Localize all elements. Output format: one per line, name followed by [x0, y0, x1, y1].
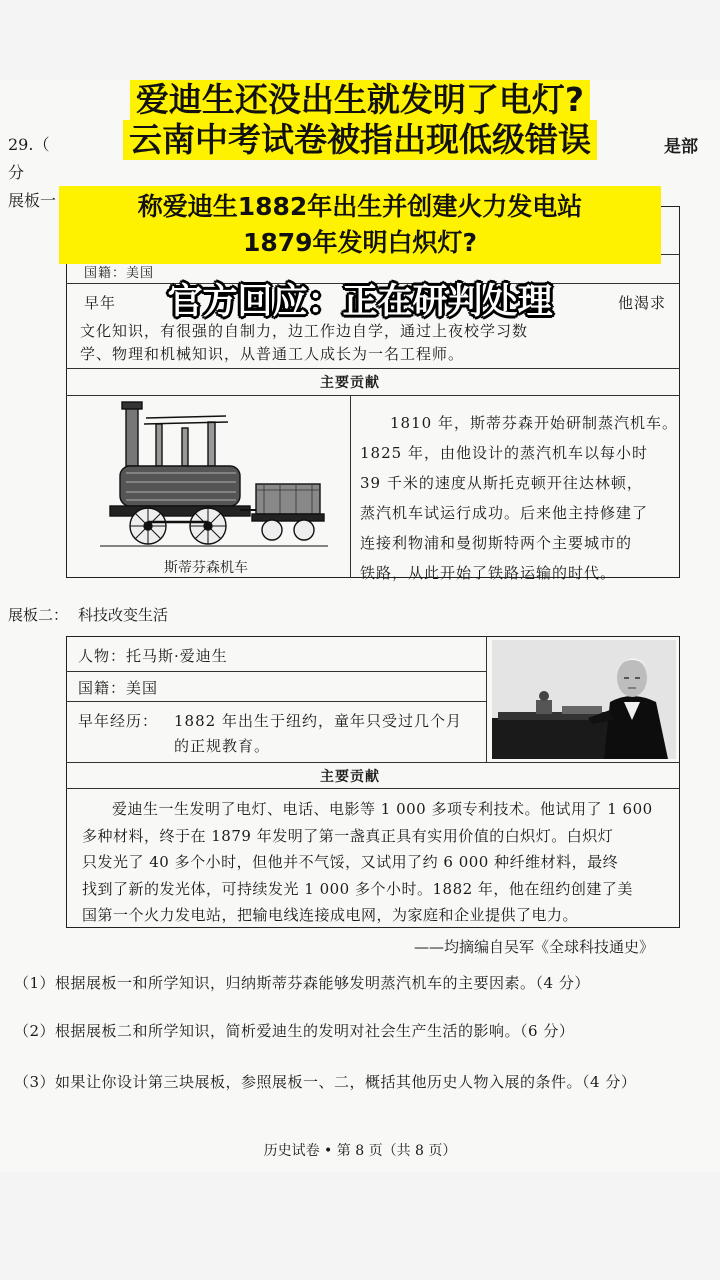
board1-early-line2: 文化知识，有很强的自制力，边工作边自学，通过上夜校学习数 [80, 322, 529, 340]
board1-label: 展板一 [8, 191, 57, 210]
bottom-background [0, 1172, 720, 1280]
board2-text-line: 只发光了 40 多个小时，但他并不气馁，又试用了约 6 000 种纤维材料，最终 [82, 853, 619, 871]
question-number: 29.（ [8, 135, 50, 154]
headline-line4: 1879年发明白炽灯? [242, 228, 478, 257]
board2-text-line: 多种材料，终于在 1879 年发明了第一盏真正具有实用价值的白炽灯。白炽灯 [82, 826, 614, 845]
headline-line2: 云南中考试卷被指出现低级错误 [123, 120, 597, 160]
board2-row-divider [66, 671, 486, 672]
board1-early-right: 他渴求 [618, 294, 667, 312]
board1-contribution-title: 主要贡献 [320, 375, 380, 391]
board1-text-line: 1810 年，斯蒂芬森开始研制蒸汽机车。 [390, 414, 678, 432]
question-1: （1）根据展板一和所学知识，归纳斯蒂芬森能够发明蒸汽机车的主要因素。（4 分） [14, 974, 590, 992]
question-2: （2）根据展板二和所学知识，简析爱迪生的发明对社会生产生活的影响。（6 分） [14, 1022, 575, 1040]
headline-line1: 爱迪生还没出生就发明了电灯? [130, 80, 590, 120]
board2-row-divider [66, 701, 486, 702]
board1-text-line: 铁路，从此开始了铁路运输的时代。 [360, 564, 617, 582]
board1-early-line3: 学、物理和机械知识，从普通工人成长为一名工程师。 [80, 345, 465, 363]
question-fragment-left: 分 [8, 163, 25, 182]
board1-text-line: 连接利物浦和曼彻斯特两个主要城市的 [360, 534, 633, 552]
board2-early-line1: 1882 年出生于纽约，童年只受过几个月 [174, 712, 462, 730]
board2-early-label: 早年经历： [78, 712, 159, 730]
board2-contribution-text [82, 796, 674, 929]
edison-photo [492, 640, 676, 759]
top-background [0, 0, 720, 80]
board1-text-line: 1825 年，由他设计的蒸汽机车以每小时 [360, 444, 648, 462]
headline-line3: 称爱迪生1882年出生并创建火力发电站 [137, 192, 583, 221]
board1-row-divider [66, 368, 680, 369]
board2-col-divider [486, 636, 487, 762]
board2-text-line: 爱迪生一生发明了电灯、电话、电影等 1 000 多项专利技术。他试用了 1 600 [112, 800, 653, 818]
official-response: 官方回应：正在研判处理 [167, 282, 553, 322]
board2-nationality: 国籍：美国 [78, 679, 159, 697]
board1-nationality: 国籍：美国 [84, 266, 155, 281]
question-3: （3）如果让你设计第三块展板，参照展板一、二，概括其他历史人物入展的条件。（4 分） [14, 1073, 637, 1091]
board1-early-start: 早年 [84, 294, 117, 312]
board2-text-line: 国第一个火力发电站，把输电线连接成电网，为家庭和企业提供了电力。 [82, 906, 579, 924]
board1-contribution-text [360, 408, 676, 588]
board1-col-divider [350, 395, 351, 578]
board1-text-line: 蒸汽机车试运行成功。后来他主持修建了 [360, 504, 649, 522]
source-citation: ——均摘编自吴军《全球科技通史》 [414, 938, 655, 956]
board2-title: 科技改变生活 [78, 606, 169, 624]
board2-text-line: 找到了新的发光体，可持续发光 1 000 多个小时。1882 年，他在纽约创建了美 [82, 879, 633, 898]
board2-contribution-title: 主要贡献 [320, 769, 380, 785]
locomotive-illustration [96, 398, 332, 556]
headline-subtitle-box [59, 186, 661, 264]
board2-row-divider [66, 788, 680, 789]
board2-person: 人物：托马斯·爱迪生 [78, 647, 228, 665]
locomotive-caption: 斯蒂芬森机车 [164, 560, 248, 576]
board1-row-divider [66, 395, 680, 396]
board2-label: 展板二： [8, 606, 69, 624]
board2-early-line2: 的正规教育。 [174, 737, 271, 755]
question-fragment-right: 是部 [664, 137, 698, 157]
board2-row-divider [66, 762, 680, 763]
page-footer: 历史试卷 • 第 8 页（共 8 页） [263, 1143, 457, 1159]
board1-text-line: 39 千米的速度从斯托克顿开往达林顿， [360, 474, 643, 492]
